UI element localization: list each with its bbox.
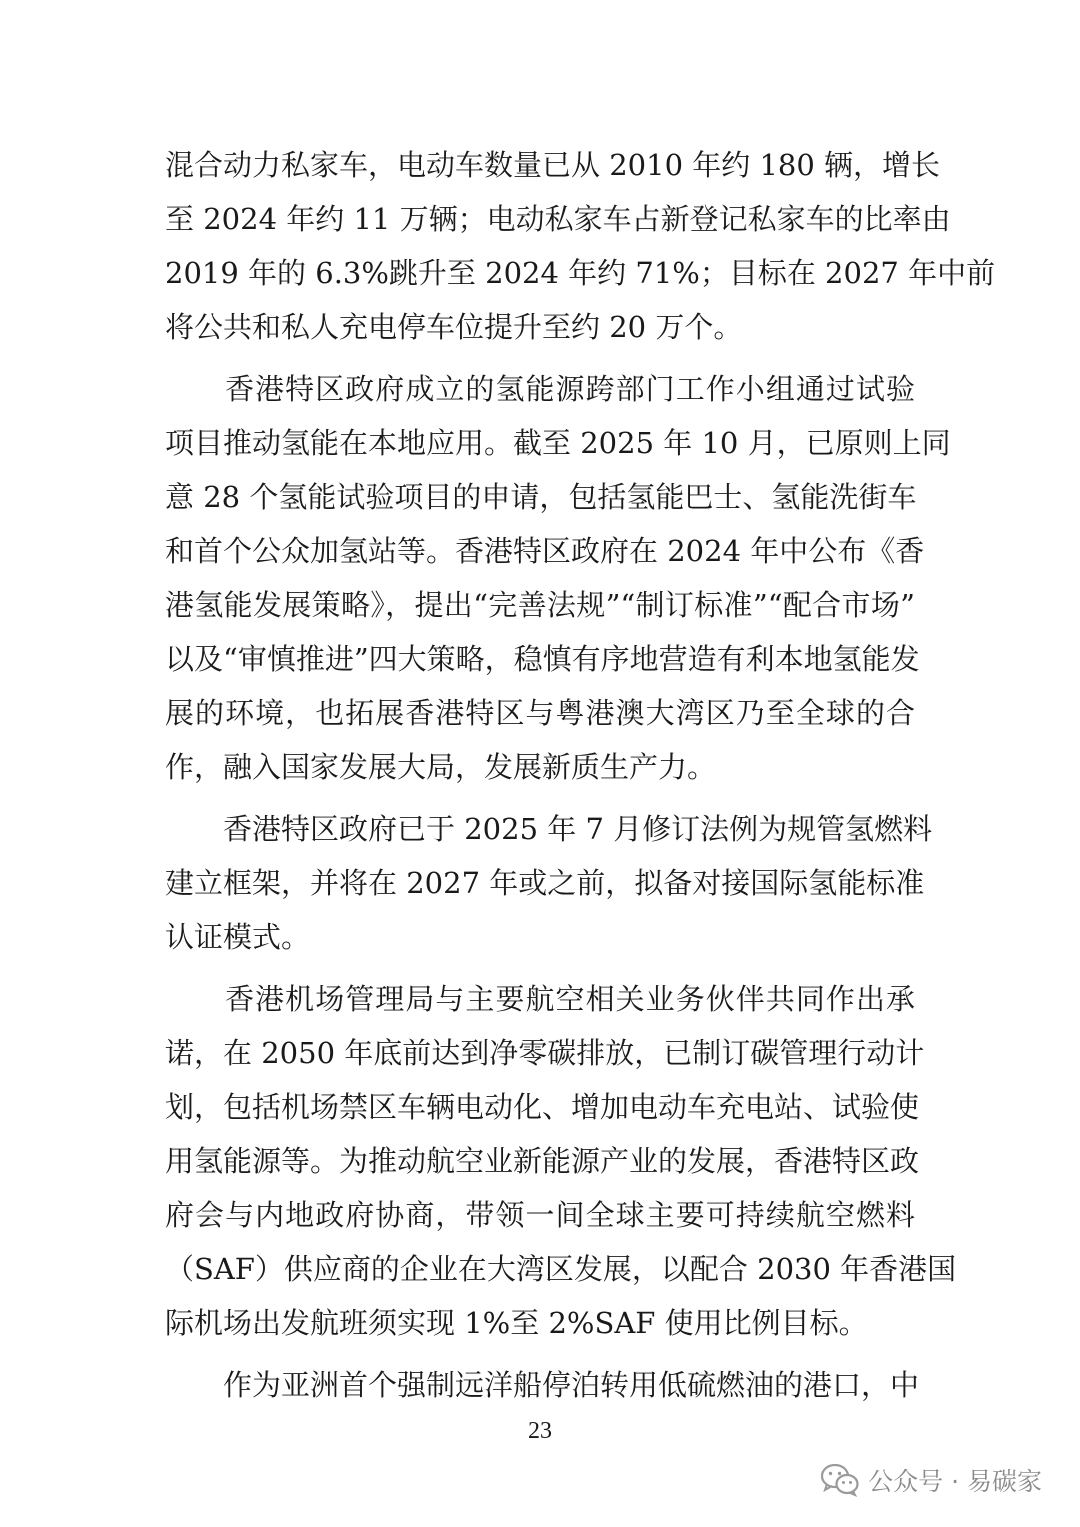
text-line: 府会与内地政府协商，带领一间全球主要可持续航空燃料 [165, 1198, 915, 1232]
text-line: 2019 年的 6.3%跳升至 2024 年约 71%；目标在 2027 年中前 [165, 256, 996, 290]
text-line: 作，融入国家发展大局，发展新质生产力。 [165, 750, 717, 784]
body-text [165, 138, 996, 1412]
text-line: 认证模式。 [165, 920, 311, 954]
text-line: 际机场出发航班须实现 1%至 2%SAF 使用比例目标。 [165, 1306, 868, 1340]
text-line: 和首个公众加氢站等。香港特区政府在 2024 年中公布《香 [165, 534, 925, 568]
text-line: 展的环境，也拓展香港特区与粤港澳大湾区乃至全球的合 [165, 696, 915, 730]
text-line: 将公共和私人充电停车位提升至约 20 万个。 [165, 310, 743, 344]
text-line: 诺，在 2050 年底前达到净零碳排放，已制订碳管理行动计 [165, 1036, 925, 1070]
text-line: 项目推动氢能在本地应用。截至 2025 年 10 月，已原则上同 [165, 426, 951, 460]
text-line: 用氢能源等。为推动航空业新能源产业的发展，香港特区政 [165, 1144, 920, 1178]
watermark [820, 1462, 1042, 1498]
text-line: 建立框架，并将在 2027 年或之前，拟备对接国际氢能标准 [165, 866, 925, 900]
wechat-icon [820, 1463, 860, 1497]
text-line: （SAF）供应商的企业在大湾区发展，以配合 2030 年香港国 [165, 1252, 957, 1286]
text-line: 意 28 个氢能试验项目的申请，包括氢能巴士、氢能洗街车 [165, 480, 917, 514]
watermark-text: 公众号 · 易碳家 [868, 1467, 1042, 1496]
text-line: 以及“审慎推进”四大策略，稳慎有序地营造有利本地氢能发 [165, 642, 920, 676]
text-line: 香港特区政府成立的氢能源跨部门工作小组通过试验 [165, 372, 915, 406]
text-line: 香港特区政府已于 2025 年 7 月修订法例为规管氢燃料 [165, 812, 933, 846]
page-number: 23 [528, 1418, 552, 1444]
text-line: 划，包括机场禁区车辆电动化、增加电动车充电站、试验使 [165, 1090, 920, 1124]
text-line: 至 2024 年约 11 万辆；电动私家车占新登记私家车的比率由 [165, 202, 951, 236]
text-line: 香港机场管理局与主要航空相关业务伙伴共同作出承 [165, 982, 915, 1016]
text-line: 港氢能发展策略》，提出“完善法规”“制订标准”“配合市场” [165, 588, 915, 622]
text-line: 作为亚洲首个强制远洋船停泊转用低硫燃油的港口，中 [165, 1368, 920, 1402]
text-line: 混合动力私家车，电动车数量已从 2010 年约 180 辆，增长 [165, 148, 941, 182]
